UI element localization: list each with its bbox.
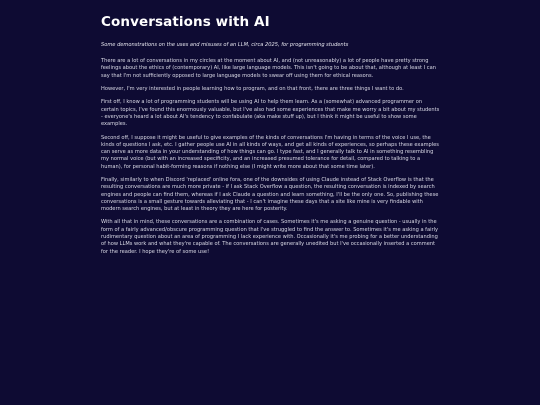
page-subtitle: Some demonstrations on the uses and misuses of an LLM, circa 2025, for programming students bbox=[101, 42, 349, 48]
intro-paragraph: There are a lot of conversations in my circles at the moment about AI, and (not unreasonably) a lot of people have pretty strong feelings about the ethics of (contemporary) AI, like large language models. This isn't going to be about that, although at least I can say that I'm not sufficiently opposed to large language models to swear off using them for ethical reasons. bbox=[101, 58, 436, 79]
third-reason-paragraph: Finally, similarly to when Discord 'replaced' online fora, one of the downsides of using Claude instead of Stack Overflow is that the resulting conversations are much more private - if I ask Stack Overflow a question, the resulting conversation is indexed by search engines and people can find them, whereas if I ask Claude a question and learn something, I'll be the only one. So, publishing these conversations is a small gesture towards alleviating that - I can't imagine these days that a site like mine is very findable with modern search engines, but at least in theory they are here for posterity. bbox=[101, 176, 439, 213]
closing-paragraph: With all that in mind, these conversations are a combination of cases. Sometimes it's me asking a genuine question - usually in the form of a fairly advanced/obscure programming question that I've struggled to find the answer to. Sometimes it's me asking a fairly rudimentary question about an area of programming I lack experience with. Occasionally it's me probing for a better understanding of how LLMs work and what they're capable of. The conversations are generally unedited but I've occasionally inserted a comment for the reader. I hope they're of some use! bbox=[101, 219, 439, 255]
second-reason-paragraph: Second off, I suppose it might be useful to give examples of the kinds of conversations I'm having in terms of the voice I use, the kinds of questions I ask, etc. I gather people use AI in all kinds of ways, and get all kinds of experiences, so perhaps these examples can serve as more data in your understanding of how things can go. I type fast, and I generally talk to AI in something resembling my normal voice (but with an increased specificity, and an increased presumed tolerance for detail, compared to talking to a human), for personal habit-forming reasons if nothing else (I might write more about that some time later). bbox=[101, 134, 439, 170]
first-reason-paragraph: First off, I know a lot of programming students will be using AI to help them learn. As a (somewhat) advanced programmer on certain topics, I've found this enormously valuable, but I've also had some experiences that make me worry a bit about my students - everyone's heard a lot about AI's tendency to confabulate (aka make stuff up), but I think it might be useful to show some examples. bbox=[101, 99, 440, 128]
page-title: Conversations with AI bbox=[101, 14, 270, 30]
interest-paragraph: However, I'm very interested in people learning how to program, and on that front, there are three things I want to do. bbox=[101, 86, 404, 93]
